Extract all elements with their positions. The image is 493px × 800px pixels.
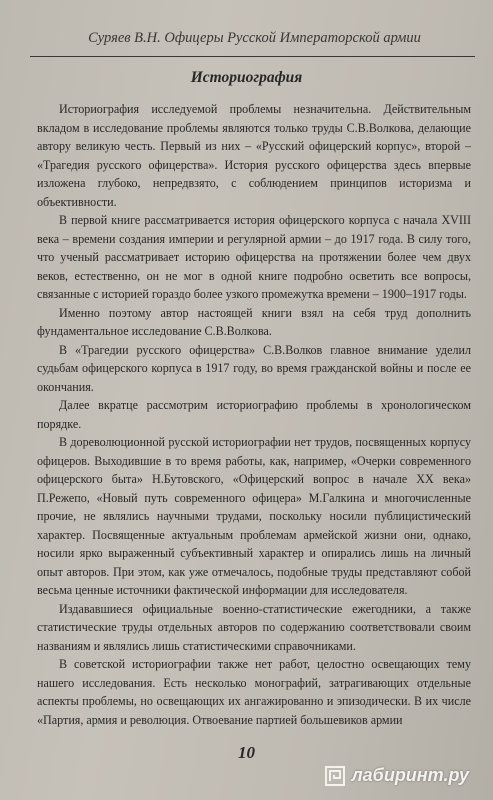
page-number: 10: [238, 743, 255, 762]
labyrinth-logo-icon: [325, 766, 345, 786]
paragraph: В советской историографии также нет работ, целостно освещающих тему нашего исследования. Есть несколько монографий, затрагивающих отдельные аспекты проблемы, но освещающих их ангажированно и эпизодически. В их числе «Партия, армия и революция. Отвоевание партией большевиков армии: [37, 657, 471, 727]
paragraph: Историография исследуемой проблемы незначительна. Действительным вкладом в исследование проблемы являются только труды С.В.Волкова, делающие автору великую честь. Первый из них – «Русский офицерский корпус», второй – «Трагедия русского офицерства». История русского офицерства здесь впервые изложена глубоко, непредвзято, с соблюдением принципов историзма и объективности.: [37, 102, 471, 209]
header-rule: [30, 56, 475, 57]
watermark-logo: [325, 765, 469, 786]
paragraph: В дореволюционной русской историографии нет трудов, посвященных корпусу офицеров. Выходившие в то время работы, как, например, «Очерки современного офицерского быта» Н.Бутовского, «Офицерский вопрос в начале XX века» П.Режепо, «Новый путь современного офицера» М.Галкина и многочисленные прочие, не являлись научными трудами, поскольку носили публицистический характер. Посвященные актуальным проблемам армейской жизни они, однако, носили ярко выраженный субъективный характер и опирались лишь на личный опыт авторов. При этом, как уже отмечалось, подобные труды представляют собой весьма ценные источники фактической информации для исследователя.: [37, 435, 471, 597]
paragraph: Далее вкратце рассмотрим историографию проблемы в хронологическом порядке.: [37, 398, 471, 431]
paragraph: В «Трагедии русского офицерства» С.В.Волков главное внимание уделил судьбам офицерского корпуса в 1917 году, во время гражданской войны и после ее окончания.: [37, 342, 471, 394]
section-title: Историография: [190, 69, 303, 86]
body-text: [37, 100, 471, 729]
paragraph: Издававшиеся официальные военно-статистические ежегодники, а также статистические труды отдельных авторов по содержанию соответствовали своим названиям и являлись лишь статистическими справочниками.: [37, 601, 471, 653]
watermark-text: лабиринт.ру: [351, 765, 469, 785]
running-header: Суряев В.Н. Офицеры Русской Императорской армии: [88, 30, 421, 46]
paragraph: В первой книге рассматривается история офицерского корпуса с начала XVIII века – времени создания империи и регулярной армии – до 1917 года. В силу того, что ученый рассматривает историю офицерства на протяжении более чем двух веков, естественно, он не мог в одной книге подробно осветить все вопросы, связанные с историей гораздо более узкого промежутка времени – 1900–1917 годы.: [37, 213, 471, 301]
paragraph: Именно поэтому автор настоящей книги взял на себя труд дополнить фундаментальное исследование С.В.Волкова.: [37, 305, 471, 338]
